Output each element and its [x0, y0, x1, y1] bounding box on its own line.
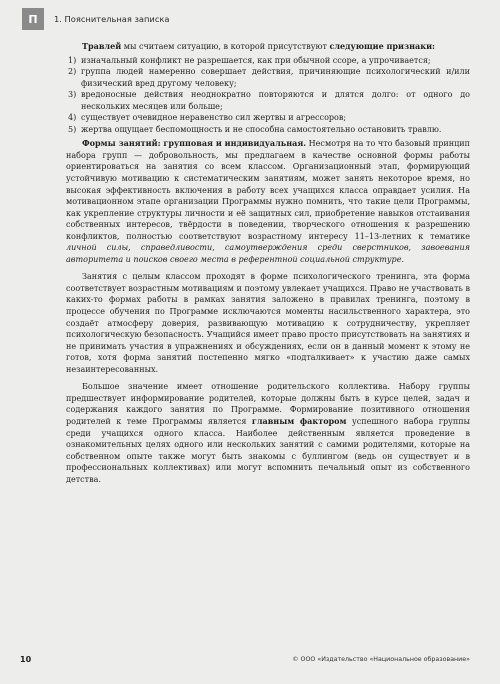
- list-item: [68, 89, 470, 112]
- list-item-text: изначальный конфликт не разрешается, как при обычной ссоре, а упрочивается;: [81, 55, 431, 65]
- parents-text-start: Большое значение имеет отношение родительского коллектива. Набору группы предшествует информирование родителей, которые должны быть в курсе целей, задач и содержания каждого занятия по Программе. Формирование позитивного отношения родителей к теме Программы является: [66, 382, 470, 426]
- page-footer: [0, 655, 500, 669]
- section-title: 1. Пояснительная записка: [54, 14, 170, 24]
- class-lessons-paragraph: Занятия с целым классом проходят в форме психологического тренинга, эта форма соответствует возрастным мотивациям и поэтому увлекает учащихся. Право не участвовать в каких-то формах работы в рамках занятия заложено в правилах тренинга, поэтому в процессе обучения по Программе исключаются моменты насильственного характера, это создаёт атмосферу доверия, развивающую мотивацию к сотрудничеству, укрепляет психологическую безопасность. Учащийся имеет право просто присутствовать на занятиях и не принимать участия в упражнениях и обсуждениях, если он в данный момент к этому не готов, хотя форма занятий постепенно мягко «подталкивает» к участию даже самых незаинтересованных.: [66, 272, 470, 374]
- forms-paragraph: [66, 138, 470, 265]
- list-item-text: существует очевидное неравенство сил жертвы и агрессоров;: [81, 113, 347, 123]
- list-item-number: 1): [68, 55, 77, 65]
- signs-list: [68, 55, 470, 136]
- list-item-number: 5): [68, 124, 77, 134]
- list-item: [68, 112, 470, 124]
- parents-paragraph: [66, 381, 470, 485]
- section-badge: П: [22, 8, 44, 30]
- page-body: [66, 41, 470, 485]
- list-item-number: 2): [68, 67, 77, 77]
- intro-text: мы считаем ситуацию, в которой присутствуют: [121, 42, 330, 51]
- forms-text: Несмотря на то что базовый принцип набора групп — добровольность, мы предлагаем в качестве основной формы работы ориентироваться на занятия со всем классом. Организационный этап, формирующий устойчивую мотивацию к систематическим занятиям, может занять некоторое время, но высокая эффективность включения в работу всех учащихся класса оправдает усилия. На мотивационном этапе организации Программы нужно помнить, что такие цели Программы, как укрепление структуры личности и её защитных сил, приобретение навыков отстаивания собственных интересов, твёрдости в поведении, творческого отношения к разрешению конфликтов, полностью соответствуют возрастному интересу 11–13-летних к тематике: [66, 139, 470, 241]
- list-item: [68, 66, 470, 89]
- signs-label: следующие признаки:: [329, 41, 436, 51]
- forms-end: .: [401, 254, 405, 264]
- page-number: 10: [20, 655, 32, 664]
- list-item-number: 3): [68, 90, 77, 100]
- list-item: [68, 124, 470, 136]
- copyright-notice: © ООО «Издательство «Национальное образование»: [292, 656, 470, 663]
- term-bullying: Травлей: [82, 41, 122, 51]
- forms-heading: Формы занятий: групповая и индивидуальная.: [82, 138, 307, 149]
- key-factor-text: главным фактором: [251, 415, 347, 426]
- list-item: [68, 55, 470, 67]
- page-header: [22, 8, 169, 30]
- list-item-number: 4): [68, 113, 77, 123]
- forms-italic-text: личной силы, справедливости, самоутверждения среди сверстников, завоевания авторитета и поисков своего места в референтной социальной структуре: [66, 243, 470, 264]
- list-item-text: вредоносные действия неоднократно повторяются и длятся долго: от одного до нескольких месяцев или больше;: [81, 90, 470, 111]
- list-item-text: группа людей намеренно совершает действия, причиняющие психологический и/или физический вред другому человеку;: [81, 67, 470, 88]
- parents-text-end: успешного набора группы среди учащихся одного класса. Наиболее действенным является проведение в ознакомительных целях одного или нескольких занятий с самими родителями, которые на собственном опыте также могут быть знакомы с буллингом (ведь он существует и в профессиональных коллективах) или могут вспомнить печальный опыт из собственного детства.: [66, 416, 470, 484]
- bullying-definition-intro: [66, 41, 470, 53]
- list-item-text: жертва ощущает беспомощность и не способна самостоятельно остановить травлю.: [81, 124, 442, 134]
